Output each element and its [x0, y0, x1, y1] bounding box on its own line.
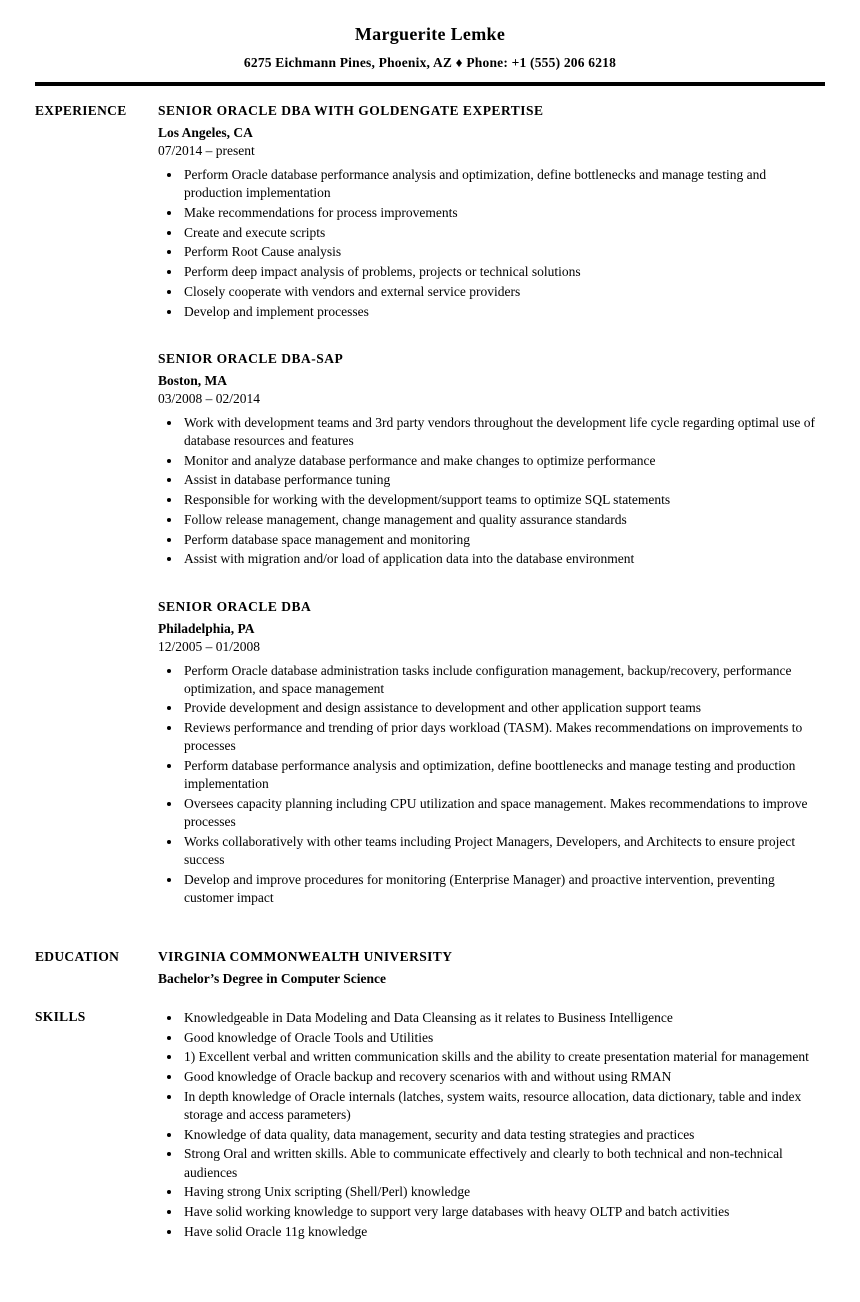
job-dates: 07/2014 – present	[158, 143, 255, 158]
bullet-item: • Work with development teams and 3rd party vendors throughout the development life cycle regarding optimal use of database resources and features	[182, 414, 825, 450]
bullet-item: • Works collaboratively with other teams including Project Managers, Developers, and Architects to ensure project success	[182, 833, 825, 869]
skill-item: • Have solid Oracle 11g knowledge	[182, 1223, 825, 1241]
skill-item: • Strong Oral and written skills. Able to communicate effectively and clearly to both technical and non-technical audiences	[182, 1145, 825, 1181]
degree-name: Bachelor’s Degree in Computer Science	[158, 970, 386, 986]
skill-item: • Knowledge of data quality, data management, security and data testing strategies and practices	[182, 1126, 825, 1144]
bullet-item: • Provide development and design assistance to development and other application support teams	[182, 699, 825, 717]
skill-item: • Have solid working knowledge to support very large databases with heavy OLTP and batch activities	[182, 1203, 825, 1221]
section-skills	[35, 1009, 825, 1243]
experience-content	[158, 103, 825, 909]
job-dates: 12/2005 – 01/2008	[158, 638, 261, 654]
job-title: SENIOR ORACLE DBA-SAP	[158, 350, 344, 366]
contact-line: 6275 Eichmann Pines, Phoenix, AZ ♦ Phone: +1 (555) 206 6218	[243, 55, 617, 70]
job-entry-1	[158, 103, 825, 321]
job-location: Los Angeles, CA	[158, 125, 253, 140]
section-label-experience: EXPERIENCE	[35, 103, 127, 118]
person-name: Marguerite Lemke	[354, 24, 506, 44]
skill-item: • Good knowledge of Oracle backup and recovery scenarios with and without using RMAN	[182, 1068, 825, 1086]
skill-item: • 1) Excellent verbal and written communication skills and the ability to create presentation material for management	[182, 1048, 825, 1066]
job-bullet-list	[158, 414, 825, 569]
bullet-item: • Perform database performance analysis and optimization, define boottlenecks and manage testing and production implementation	[182, 757, 825, 793]
bullet-item: • Assist in database performance tuning	[182, 471, 825, 489]
skills-list	[158, 1009, 825, 1241]
bullet-item: • Perform database space management and monitoring	[182, 531, 825, 549]
bullet-item: • Follow release management, change management and quality assurance standards	[182, 511, 825, 529]
education-content	[158, 949, 825, 987]
bullet-item: • Create and execute scripts	[182, 224, 825, 242]
bullet-item: • Oversees capacity planning including CPU utilization and space management. Makes recommendations to improve processes	[182, 795, 825, 831]
section-label-skills: SKILLS	[35, 1008, 86, 1024]
header-divider	[35, 82, 825, 86]
job-dates: 03/2008 – 02/2014	[158, 390, 261, 406]
job-title: SENIOR ORACLE DBA	[158, 598, 312, 614]
job-bullet-list	[158, 166, 825, 321]
job-entry-3	[158, 599, 825, 908]
skill-item: • Good knowledge of Oracle Tools and Utilities	[182, 1029, 825, 1047]
bullet-item: • Assist with migration and/or load of application data into the database environment	[182, 550, 825, 568]
bullet-item: • Closely cooperate with vendors and external service providers	[182, 283, 825, 301]
bullet-item: • Make recommendations for process improvements	[182, 204, 825, 222]
bullet-item: • Perform Oracle database performance analysis and optimization, define bottlenecks and manage testing and production implementation	[182, 166, 825, 202]
section-label-education: EDUCATION	[35, 948, 120, 964]
section-experience	[35, 103, 825, 909]
job-title: SENIOR ORACLE DBA WITH GOLDENGATE EXPERTISE	[158, 103, 544, 118]
resume-header	[35, 24, 825, 71]
bullet-item: • Responsible for working with the development/support teams to optimize SQL statements	[182, 491, 825, 509]
skill-item: • Knowledgeable in Data Modeling and Data Cleansing as it relates to Business Intelligence	[182, 1009, 825, 1027]
bullet-item: • Perform Oracle database administration tasks include configuration management, backup/recovery, performance optimization, and space management	[182, 662, 825, 698]
job-bullet-list	[158, 662, 825, 908]
job-location: Philadelphia, PA	[158, 620, 255, 636]
bullet-item: • Monitor and analyze database performance and make changes to optimize performance	[182, 452, 825, 470]
skill-item: • Having strong Unix scripting (Shell/Perl) knowledge	[182, 1183, 825, 1201]
bullet-item: • Develop and improve procedures for monitoring (Enterprise Manager) and proactive intervention, preventing customer impact	[182, 871, 825, 907]
skills-content	[158, 1009, 825, 1243]
skill-item: • In depth knowledge of Oracle internals (latches, system waits, resource allocation, data dictionary, table and index storage and access parameters)	[182, 1088, 825, 1124]
section-education	[35, 949, 825, 987]
bullet-item: • Perform Root Cause analysis	[182, 243, 825, 261]
job-entry-2	[158, 351, 825, 569]
job-location: Boston, MA	[158, 372, 228, 388]
school-name: VIRGINIA COMMONWEALTH UNIVERSITY	[158, 948, 453, 964]
bullet-item: • Develop and implement processes	[182, 303, 825, 321]
bullet-item: • Perform deep impact analysis of problems, projects or technical solutions	[182, 263, 825, 281]
bullet-item: • Reviews performance and trending of prior days workload (TASM). Makes recommendations on improvements to processes	[182, 719, 825, 755]
